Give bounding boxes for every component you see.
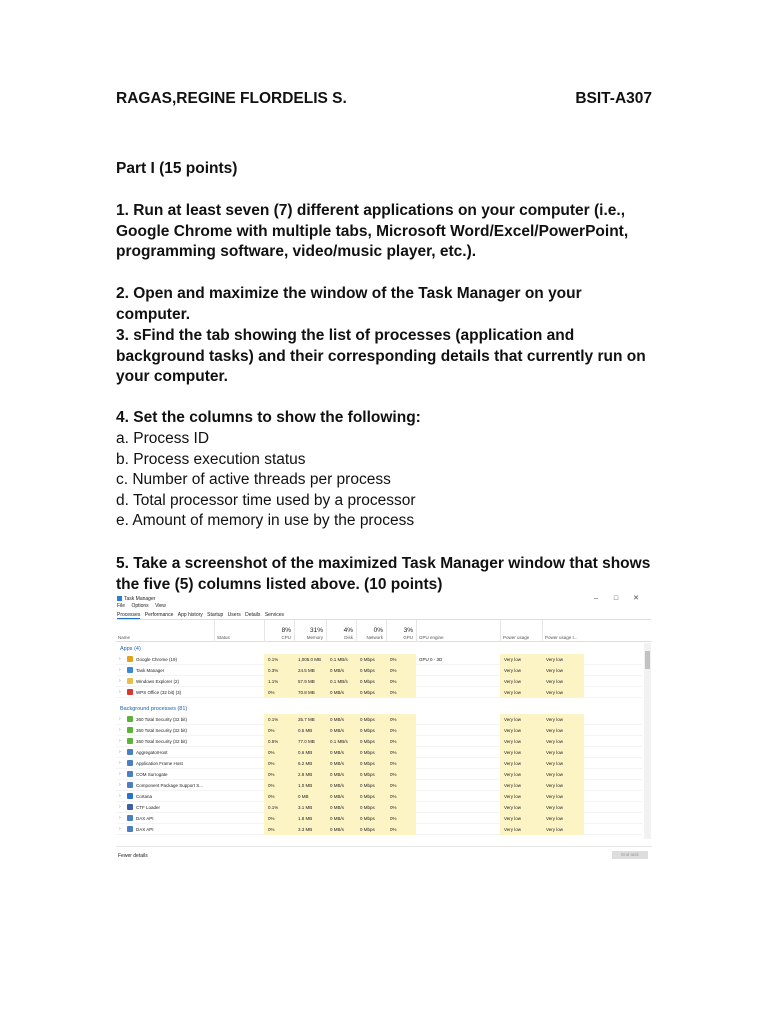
process-cell-mem: 0.6 MB: [298, 750, 313, 755]
column-status[interactable]: Status: [214, 620, 264, 642]
tab-startup[interactable]: Startup: [207, 612, 224, 618]
process-cell-cpu: 0.1%: [268, 805, 279, 810]
process-icon: [127, 804, 133, 810]
tm-scrollbar[interactable]: [644, 643, 651, 839]
expand-chevron-icon[interactable]: ›: [119, 793, 121, 799]
process-cell-cpu: 0.1%: [268, 717, 279, 722]
process-cell-power: Very low: [504, 772, 522, 777]
process-icon: [127, 667, 133, 673]
process-cell-net: 0 Mbps: [360, 668, 375, 673]
process-cell-disk: 0 MB/s: [330, 717, 345, 722]
process-cell-name: CTF Loader: [136, 805, 161, 810]
process-cell-cpu: 0%: [268, 761, 275, 766]
student-section: BSIT-A307: [575, 90, 652, 107]
process-cell-trend: Very low: [546, 690, 564, 695]
process-cell-mem: 0.5 MB: [298, 728, 313, 733]
process-cell-mem: 1,005.0 MB: [298, 657, 322, 662]
column-list-item: c. Number of active threads per process: [116, 471, 391, 489]
process-icon: [127, 689, 133, 695]
process-cell-power: Very low: [504, 783, 522, 788]
process-cell-mem: 77.0 MB: [298, 739, 315, 744]
process-cell-disk: 0 MB/s: [330, 827, 345, 832]
process-cell-name: 360 Total Security (32 bit): [136, 717, 187, 722]
process-icon: [127, 815, 133, 821]
process-row[interactable]: [116, 813, 642, 824]
process-cell-net: 0 Mbps: [360, 794, 375, 799]
process-cell-trend: Very low: [546, 750, 564, 755]
expand-chevron-icon[interactable]: ›: [119, 760, 121, 766]
tab-users[interactable]: Users: [227, 612, 241, 618]
process-cell-disk: 0.1 MB/s: [330, 679, 348, 684]
process-cell-mem: 1.0 MB: [298, 783, 313, 788]
instruction-3: 3. sFind the tab showing the list of processes (application and background tasks) and their corresponding details that currently run on your computer.: [116, 327, 646, 386]
process-cell-name: DAX API: [136, 816, 154, 821]
process-row[interactable]: [116, 802, 642, 813]
process-cell-net: 0 Mbps: [360, 717, 375, 722]
tm-window-controls: [586, 594, 646, 602]
process-icon: [127, 782, 133, 788]
process-cell-disk: 0.1 MB/s: [330, 657, 348, 662]
process-cell-cpu: 0%: [268, 816, 275, 821]
process-cell-cpu: 0.1%: [268, 657, 279, 662]
process-cell-power: Very low: [504, 750, 522, 755]
process-row[interactable]: [116, 654, 642, 665]
process-row[interactable]: [116, 665, 642, 676]
process-cell-trend: Very low: [546, 728, 564, 733]
column-list-item: e. Amount of memory in use by the process: [116, 512, 415, 530]
process-row[interactable]: [116, 725, 642, 736]
expand-chevron-icon[interactable]: ›: [119, 815, 121, 821]
column-disk[interactable]: 4% Disk: [326, 620, 356, 642]
process-icon: [127, 656, 133, 662]
process-icon: [127, 793, 133, 799]
process-cell-engine: GPU 0 - 3D: [419, 657, 443, 662]
process-cell-gpu: 0%: [390, 794, 397, 799]
process-cell-name: Application Frame Host: [136, 761, 183, 766]
process-cell-mem: 1.8 MB: [298, 816, 313, 821]
part-heading: Part I (15 points): [116, 160, 238, 177]
instruction-4: 4. Set the columns to show the following:: [116, 409, 421, 426]
process-cell-mem: 70.8 MB: [298, 690, 315, 695]
column-gpu-engine[interactable]: GPU engine: [416, 620, 500, 642]
process-cell-trend: Very low: [546, 717, 564, 722]
column-network[interactable]: 0% Network: [356, 620, 386, 642]
process-row[interactable]: [116, 676, 642, 687]
process-cell-disk: 0 MB/s: [330, 794, 345, 799]
process-row[interactable]: [116, 747, 642, 758]
process-cell-trend: Very low: [546, 794, 564, 799]
process-cell-cpu: 0.5%: [268, 739, 279, 744]
process-cell-disk: 0 MB/s: [330, 761, 345, 766]
process-cell-disk: 0 MB/s: [330, 728, 345, 733]
process-cell-trend: Very low: [546, 805, 564, 810]
process-cell-power: Very low: [504, 717, 522, 722]
process-cell-cpu: 0.3%: [268, 668, 279, 673]
process-cell-disk: 0.1 MB/s: [330, 739, 348, 744]
minimize-icon[interactable]: –: [594, 595, 598, 602]
tab-details[interactable]: Details: [245, 612, 261, 618]
process-cell-gpu: 0%: [390, 783, 397, 788]
process-cell-gpu: 0%: [390, 816, 397, 821]
process-cell-disk: 0 MB/s: [330, 783, 345, 788]
close-icon[interactable]: ✕: [633, 595, 639, 602]
process-row[interactable]: [116, 780, 642, 791]
process-cell-net: 0 Mbps: [360, 657, 375, 662]
tm-column-headers: [116, 620, 652, 642]
process-cell-power: Very low: [504, 690, 522, 695]
task-manager-icon: [117, 596, 122, 601]
process-cell-power: Very low: [504, 805, 522, 810]
column-list-item: b. Process execution status: [116, 450, 306, 468]
expand-chevron-icon[interactable]: ›: [119, 716, 121, 722]
process-cell-gpu: 0%: [390, 668, 397, 673]
process-cell-net: 0 Mbps: [360, 827, 375, 832]
column-list-item: d. Total processor time used by a processor: [116, 491, 416, 509]
process-cell-net: 0 Mbps: [360, 739, 375, 744]
process-icon: [127, 749, 133, 755]
expand-chevron-icon[interactable]: ›: [119, 656, 121, 662]
task-manager-screenshot: [116, 594, 652, 862]
process-cell-trend: Very low: [546, 739, 564, 744]
process-cell-trend: Very low: [546, 668, 564, 673]
process-cell-power: Very low: [504, 668, 522, 673]
process-icon: [127, 678, 133, 684]
process-cell-cpu: 0%: [268, 772, 275, 777]
process-cell-name: Cortana: [136, 794, 153, 799]
process-cell-power: Very low: [504, 679, 522, 684]
process-row[interactable]: [116, 687, 642, 698]
expand-chevron-icon[interactable]: ›: [119, 727, 121, 733]
process-row[interactable]: [116, 769, 642, 780]
process-icon: [127, 738, 133, 744]
process-cell-gpu: 0%: [390, 717, 397, 722]
process-cell-trend: Very low: [546, 761, 564, 766]
process-cell-cpu: 0%: [268, 750, 275, 755]
process-cell-disk: 0 MB/s: [330, 772, 345, 777]
process-icon: [127, 771, 133, 777]
process-cell-power: Very low: [504, 794, 522, 799]
maximize-icon[interactable]: □: [613, 595, 619, 602]
column-list: [116, 429, 652, 532]
process-cell-power: Very low: [504, 739, 522, 744]
end-task-button[interactable]: End task: [612, 851, 648, 859]
tm-footer: [116, 846, 652, 860]
process-cell-gpu: 0%: [390, 728, 397, 733]
process-icon: [127, 826, 133, 832]
expand-chevron-icon[interactable]: ›: [119, 782, 121, 788]
column-list-item: a. Process ID: [116, 430, 210, 447]
process-cell-trend: Very low: [546, 816, 564, 821]
column-gpu[interactable]: 3% GPU: [386, 620, 416, 642]
tm-titlebar: [116, 594, 652, 603]
fewer-details-button[interactable]: Fewer details: [118, 853, 148, 859]
process-cell-disk: 0 MB/s: [330, 750, 345, 755]
student-name: RAGAS,REGINE FLORDELIS S.: [116, 90, 347, 107]
process-cell-cpu: 0%: [268, 794, 275, 799]
expand-chevron-icon[interactable]: ›: [119, 678, 121, 684]
process-cell-name: Windows Explorer (2): [136, 679, 180, 684]
process-icon: [127, 727, 133, 733]
process-cell-cpu: 0%: [268, 783, 275, 788]
process-cell-cpu: 0%: [268, 827, 275, 832]
expand-chevron-icon[interactable]: ›: [119, 738, 121, 744]
process-cell-trend: Very low: [546, 783, 564, 788]
process-cell-gpu: 0%: [390, 679, 397, 684]
tm-title: Task Manager: [124, 596, 156, 602]
scrollbar-thumb[interactable]: [645, 651, 650, 669]
process-cell-mem: 2.8 MB: [298, 772, 313, 777]
process-cell-disk: 0 MB/s: [330, 816, 345, 821]
process-cell-name: Task Manager: [136, 668, 165, 673]
process-cell-name: DAX API: [136, 827, 154, 832]
process-cell-trend: Very low: [546, 827, 564, 832]
column-cpu[interactable]: 8% CPU: [264, 620, 294, 642]
column-power-trend[interactable]: Power usage t...: [542, 620, 584, 642]
process-cell-power: Very low: [504, 816, 522, 821]
process-cell-name: 360 Total Security (32 bit): [136, 739, 187, 744]
process-cell-trend: Very low: [546, 772, 564, 777]
instruction-5: 5. Take a screenshot of the maximized Task Manager window that shows the five (5) columns listed above. (10 points): [116, 555, 651, 593]
process-cell-gpu: 0%: [390, 761, 397, 766]
process-row[interactable]: [116, 791, 642, 802]
tm-process-list: [116, 643, 642, 835]
process-cell-gpu: 0%: [390, 750, 397, 755]
group-label: Apps (4): [120, 646, 141, 652]
process-cell-disk: 0 MB/s: [330, 690, 345, 695]
process-icon: [127, 760, 133, 766]
instruction-1: 1. Run at least seven (7) different applications on your computer (i.e., Google Chrome with multiple tabs, Microsoft Word/Excel/PowerPoint, programming software, video/music player, etc.).: [116, 202, 629, 261]
process-cell-cpu: 0%: [268, 690, 275, 695]
process-cell-gpu: 0%: [390, 827, 397, 832]
menu-options[interactable]: Options: [131, 603, 149, 609]
process-cell-mem: 3.3 MB: [298, 827, 313, 832]
tm-menubar: [117, 603, 171, 611]
expand-chevron-icon[interactable]: ›: [119, 667, 121, 673]
process-cell-mem: 24.5 MB: [298, 668, 315, 673]
column-memory[interactable]: 31% Memory: [294, 620, 326, 642]
process-cell-gpu: 0%: [390, 657, 397, 662]
process-row[interactable]: [116, 736, 642, 747]
tm-tabs: [117, 612, 651, 620]
process-cell-name: COM Surrogate: [136, 772, 168, 777]
expand-chevron-icon[interactable]: ›: [119, 826, 121, 832]
process-cell-name: Google Chrome (19): [136, 657, 178, 662]
process-cell-net: 0 Mbps: [360, 761, 375, 766]
process-cell-net: 0 Mbps: [360, 783, 375, 788]
expand-chevron-icon[interactable]: ›: [119, 749, 121, 755]
process-cell-cpu: 1.1%: [268, 679, 279, 684]
process-cell-name: WPS Office (32 bit) (3): [136, 690, 182, 695]
process-cell-net: 0 Mbps: [360, 728, 375, 733]
process-group-header[interactable]: [116, 643, 642, 654]
process-cell-mem: 3.1 MB: [298, 805, 313, 810]
process-cell-net: 0 Mbps: [360, 750, 375, 755]
process-cell-power: Very low: [504, 761, 522, 766]
group-label: Background processes (81): [120, 706, 188, 712]
process-row[interactable]: [116, 758, 642, 769]
expand-chevron-icon[interactable]: ›: [119, 689, 121, 695]
process-cell-disk: 0 MB/s: [330, 668, 345, 673]
tab-services[interactable]: Services: [264, 612, 284, 618]
process-row[interactable]: [116, 714, 642, 725]
process-cell-gpu: 0%: [390, 739, 397, 744]
process-cell-mem: 57.9 MB: [298, 679, 315, 684]
menu-file[interactable]: File: [117, 603, 126, 609]
process-cell-net: 0 Mbps: [360, 805, 375, 810]
process-cell-trend: Very low: [546, 679, 564, 684]
expand-chevron-icon[interactable]: ›: [119, 804, 121, 810]
tab-app-history[interactable]: App history: [177, 612, 203, 618]
process-cell-trend: Very low: [546, 657, 564, 662]
process-cell-gpu: 0%: [390, 772, 397, 777]
process-cell-net: 0 Mbps: [360, 679, 375, 684]
column-name[interactable]: Name: [118, 635, 131, 640]
process-cell-gpu: 0%: [390, 805, 397, 810]
process-cell-mem: 6.2 MB: [298, 761, 313, 766]
column-power-usage[interactable]: Power usage: [500, 620, 542, 642]
process-icon: [127, 716, 133, 722]
process-cell-disk: 0 MB/s: [330, 805, 345, 810]
tab-performance[interactable]: Performance: [144, 612, 174, 618]
instruction-2: 2. Open and maximize the window of the Task Manager on your computer.: [116, 285, 582, 323]
process-cell-name: Component Package Support S...: [136, 783, 204, 788]
process-cell-name: 360 Total Security (32 bit): [136, 728, 187, 733]
process-cell-power: Very low: [504, 657, 522, 662]
process-cell-mem: 0 MB: [298, 794, 309, 799]
process-cell-net: 0 Mbps: [360, 816, 375, 821]
menu-view[interactable]: View: [155, 603, 166, 609]
process-cell-mem: 35.7 MB: [298, 717, 315, 722]
process-cell-name: AggregatorHost: [136, 750, 168, 755]
process-group-header[interactable]: [116, 703, 642, 714]
process-cell-power: Very low: [504, 728, 522, 733]
process-cell-gpu: 0%: [390, 690, 397, 695]
process-cell-net: 0 Mbps: [360, 772, 375, 777]
process-cell-cpu: 0%: [268, 728, 275, 733]
expand-chevron-icon[interactable]: ›: [119, 771, 121, 777]
tab-processes[interactable]: Processes: [117, 612, 141, 618]
process-cell-net: 0 Mbps: [360, 690, 375, 695]
process-row[interactable]: [116, 824, 642, 835]
process-cell-power: Very low: [504, 827, 522, 832]
